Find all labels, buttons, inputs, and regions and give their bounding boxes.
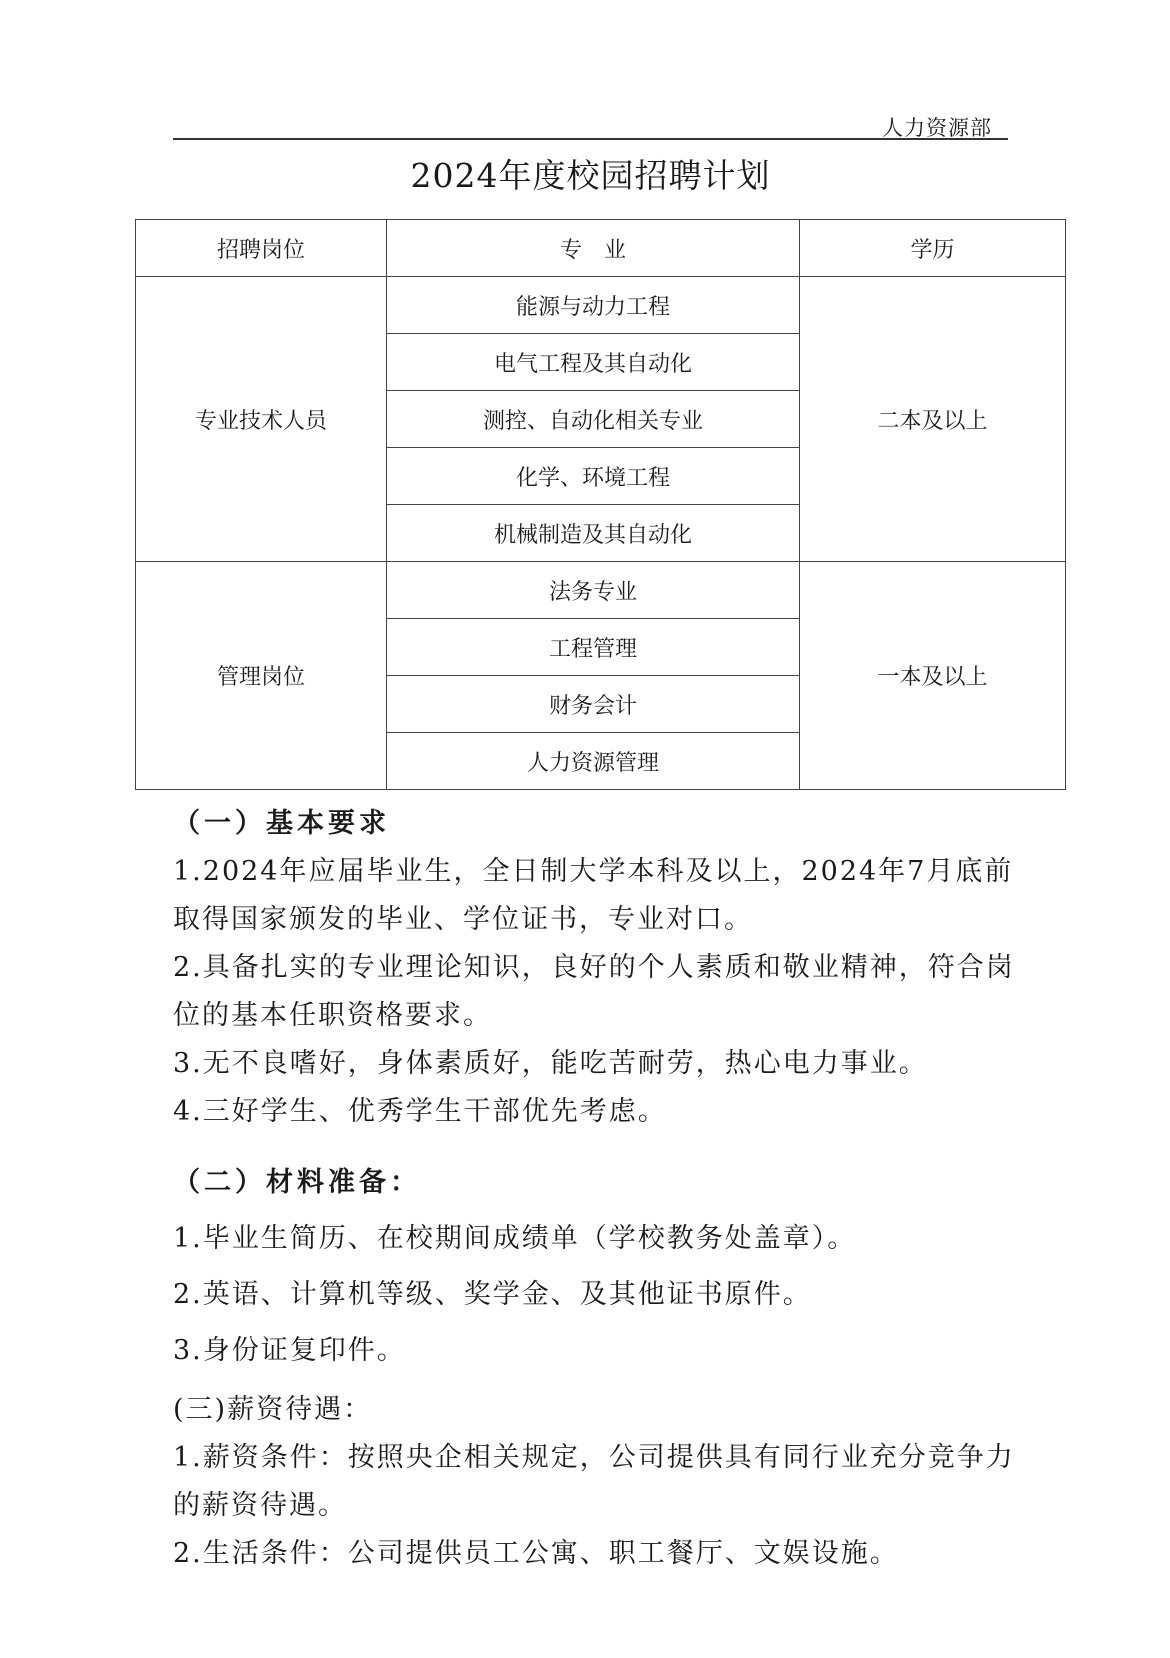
list-item: 4.三好学生、优秀学生干部优先考虑。 xyxy=(173,1096,667,1127)
list-item: 3.身份证复印件。 xyxy=(173,1335,406,1366)
major-cell: 工程管理 xyxy=(387,619,800,676)
section-basic xyxy=(173,800,1020,1136)
major-cell: 人力资源管理 xyxy=(387,733,800,790)
major-cell: 财务会计 xyxy=(387,676,800,733)
list-item: 1.2024年应届毕业生，全日制大学本科及以上，2024年7月底前取得国家颁发的毕业、学位证书，专业对口。 xyxy=(173,856,1014,935)
education-cell: 一本及以上 xyxy=(800,562,1066,790)
position-cell: 专业技术人员 xyxy=(136,277,387,562)
position-cell: 管理岗位 xyxy=(136,562,387,790)
major-cell: 能源与动力工程 xyxy=(387,277,800,334)
list-item: 1.毕业生简历、在校期间成绩单（学校教务处盖章）。 xyxy=(173,1223,857,1254)
education-cell: 二本及以上 xyxy=(800,277,1066,562)
section-heading: （一）基本要求 xyxy=(173,808,390,839)
section-heading: (三)薪资待遇： xyxy=(173,1394,373,1425)
header-education: 学历 xyxy=(800,220,1066,277)
header-major: 专 业 xyxy=(387,220,800,277)
recruitment-table xyxy=(135,219,1066,790)
section-materials xyxy=(173,1155,1020,1379)
table-row xyxy=(136,562,1066,619)
list-item: 3.无不良嗜好，身体素质好，能吃苦耐劳，热心电力事业。 xyxy=(173,1048,928,1079)
table-row xyxy=(136,277,1066,334)
major-cell: 机械制造及其自动化 xyxy=(387,505,800,562)
table-header-row xyxy=(136,220,1066,277)
list-item: 1.薪资条件：按照央企相关规定，公司提供具有同行业充分竞争力的薪资待遇。 xyxy=(173,1442,1015,1521)
page-title: 2024年度校园招聘计划 xyxy=(410,156,771,195)
section-heading: （二）材料准备： xyxy=(173,1167,421,1198)
department-label: 人力资源部 xyxy=(882,116,992,140)
major-cell: 电气工程及其自动化 xyxy=(387,334,800,391)
list-item: 2.英语、计算机等级、奖学金、及其他证书原件。 xyxy=(173,1279,812,1310)
list-item: 2.具备扎实的专业理论知识，良好的个人素质和敬业精神，符合岗位的基本任职资格要求。 xyxy=(173,952,1015,1031)
major-cell: 法务专业 xyxy=(387,562,800,619)
list-item: 2.生活条件：公司提供员工公寓、职工餐厅、文娱设施。 xyxy=(173,1538,899,1569)
major-cell: 化学、环境工程 xyxy=(387,448,800,505)
header-rule xyxy=(173,138,1008,140)
header-position: 招聘岗位 xyxy=(136,220,387,277)
section-salary xyxy=(173,1386,1020,1578)
major-cell: 测控、自动化相关专业 xyxy=(387,391,800,448)
